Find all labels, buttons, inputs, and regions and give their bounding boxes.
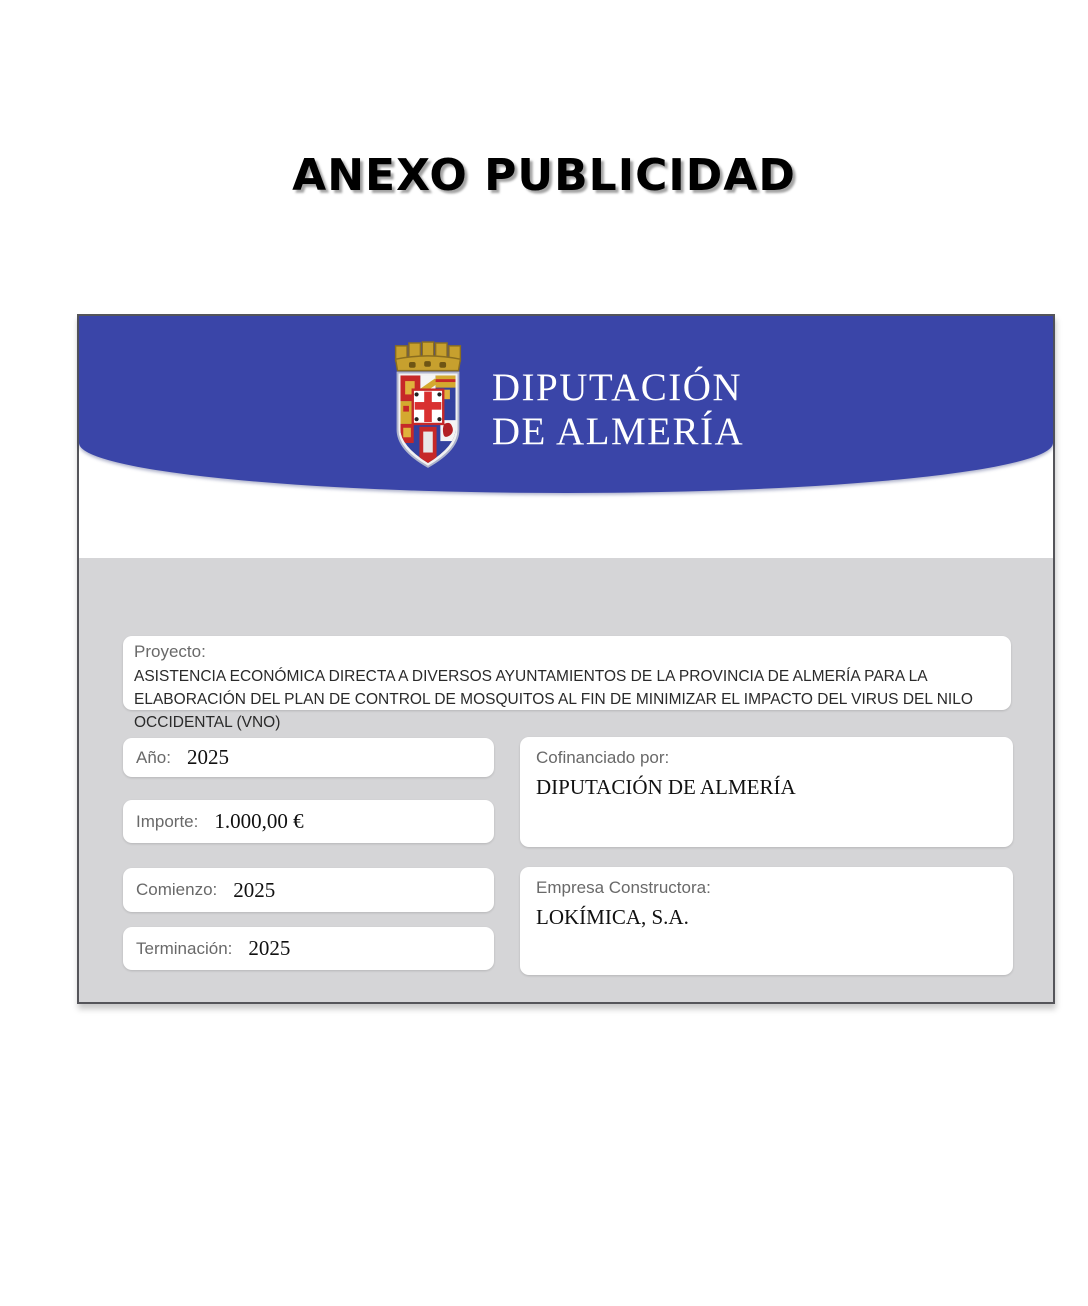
start-field bbox=[123, 868, 494, 912]
amount-value: 1.000,00 € bbox=[214, 809, 304, 833]
start-value: 2025 bbox=[233, 877, 276, 902]
publicity-card bbox=[77, 314, 1055, 1004]
project-value: ASISTENCIA ECONÓMICA DIRECTA A DIVERSOS AYUNTAMIENTOS DE LA PROVINCIA DE ALMERÍA PARA LA ELABORACIÓN DEL PLAN DE CONTROL DE MOSQUITOS AL FIN DE MINIMIZAR EL IMPACTO DEL VIRUS DEL NILO OCCIDENTAL (VNO) bbox=[134, 668, 973, 731]
amount-field bbox=[123, 800, 494, 843]
coat-of-arms-icon bbox=[388, 336, 468, 475]
year-value: 2025 bbox=[186, 745, 229, 769]
constructor-value: LOKÍMICA, S.A. bbox=[536, 905, 689, 929]
project-field bbox=[123, 636, 1011, 731]
amount-label: Importe: bbox=[136, 811, 199, 831]
end-value: 2025 bbox=[248, 936, 291, 960]
org-name-line1: DIPUTACIÓN bbox=[491, 366, 743, 409]
year-label: Año: bbox=[136, 747, 171, 767]
diputacion-banner bbox=[79, 316, 1053, 493]
end-label: Terminación: bbox=[136, 938, 233, 958]
constructor-field bbox=[520, 867, 1013, 975]
cofinancer-value: DIPUTACIÓN DE ALMERÍA bbox=[536, 775, 796, 799]
org-name-line2: DE ALMERÍA bbox=[491, 410, 745, 454]
project-label: Proyecto: bbox=[134, 642, 206, 661]
year-field bbox=[123, 738, 494, 777]
page-title: ANEXO PUBLICIDAD bbox=[292, 150, 796, 201]
cofinancer-field bbox=[520, 737, 1013, 847]
project-info-panel bbox=[79, 558, 1053, 1002]
start-label: Comienzo: bbox=[136, 880, 218, 899]
end-field bbox=[123, 927, 494, 970]
constructor-label: Empresa Constructora: bbox=[536, 878, 711, 897]
cofinancer-label: Cofinanciado por: bbox=[536, 748, 670, 767]
org-name bbox=[492, 366, 744, 454]
